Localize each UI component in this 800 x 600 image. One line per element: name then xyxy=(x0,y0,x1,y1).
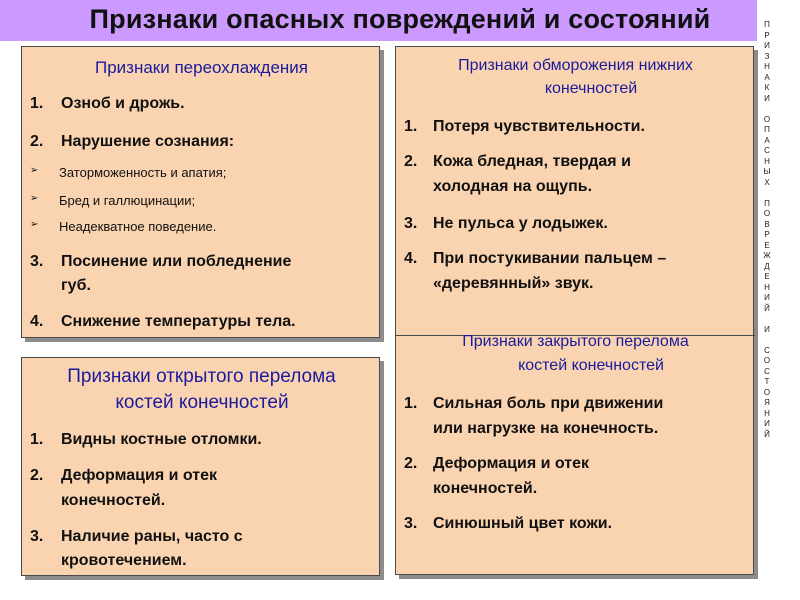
side-caption-letter: О xyxy=(763,387,771,397)
side-caption-letter: Т xyxy=(764,377,770,386)
frostbite-title-line1: Признаки обморожения нижних xyxy=(458,57,693,74)
side-caption-letter: Ы xyxy=(763,167,771,176)
open-fracture-title-line1: Признаки открытого перелома xyxy=(67,366,336,387)
frostbite-title-line2: конечностей xyxy=(544,80,638,97)
side-caption-letter: С xyxy=(764,366,770,376)
open-fracture-box: Признаки открытого перелома костей конечностей 1. Видны костные отломки. 2. Деформация и отек конечностей. 3. Наличие раны, часто с кровотечением. xyxy=(21,357,380,576)
side-caption-letter: З xyxy=(764,51,770,61)
page-title: Признаки опасных повреждений и состояний xyxy=(89,4,711,34)
side-caption-letter: И xyxy=(764,293,770,302)
right-box: Признаки обморожения нижних конечностей 1. Потеря чувствительности. 2. Кожа бледная, твердая и холодная на ощупь. 3. Не пульса у лодыжек. 4. При постукивании пальцем – «деревянный» звук. Признаки закрытого перелома костей конечностей 1. Сильная боль при движении или нагрузке на конечность. 2. Деформация и отек конечностей. 3. Синюшный цвет кожи. xyxy=(395,46,754,575)
side-caption-letter: Р xyxy=(764,230,770,239)
side-caption-letter: И xyxy=(764,93,770,103)
side-caption-letter xyxy=(757,188,777,199)
closed-fracture-title-line2: костей конечностей xyxy=(518,357,664,374)
side-caption-letter: Ж xyxy=(763,251,771,260)
side-caption-letter: И xyxy=(764,419,770,428)
side-caption-letter: П xyxy=(764,20,770,29)
side-caption-letter: Х xyxy=(764,177,770,187)
side-caption-letter: П xyxy=(764,125,770,134)
side-caption-letter: А xyxy=(764,72,770,82)
side-caption-letter: Д xyxy=(764,261,770,271)
side-caption-letter: П xyxy=(764,198,770,208)
side-caption-letter: С xyxy=(764,146,770,155)
side-caption-letter: В xyxy=(764,219,770,229)
side-caption-letter: А xyxy=(764,135,770,145)
side-caption-letter: Й xyxy=(764,303,770,313)
side-caption-letter: Р xyxy=(764,30,770,40)
side-caption-letter: О xyxy=(763,356,771,365)
arrow-bullet-icon: ➢ xyxy=(30,193,39,204)
side-caption-letter: Н xyxy=(764,62,770,71)
side-caption-letter xyxy=(757,314,777,325)
side-caption-letter: Й xyxy=(764,429,770,439)
side-caption-letter: И xyxy=(764,324,770,334)
open-fracture-title-line2: костей конечностей xyxy=(115,392,289,413)
side-caption xyxy=(757,20,777,440)
side-caption-letter: Н xyxy=(764,156,770,166)
side-caption-letter xyxy=(757,104,777,115)
side-caption-letter: Н xyxy=(764,282,770,292)
side-caption-letter: Н xyxy=(764,408,770,418)
closed-fracture-title-line1: Признаки закрытого перелома xyxy=(462,333,689,350)
side-caption-letter: И xyxy=(764,41,770,50)
side-caption-letter: О xyxy=(763,209,771,218)
arrow-bullet-icon: ➢ xyxy=(30,165,39,176)
arrow-bullet-icon: ➢ xyxy=(30,219,39,230)
side-caption-letter: Я xyxy=(764,398,770,407)
side-caption-letter: О xyxy=(763,114,771,124)
side-caption-letter: С xyxy=(764,345,770,355)
side-caption-letter: Е xyxy=(764,272,770,281)
hypothermia-box: Признаки переохлаждения 1. Озноб и дрожь. 2. Нарушение сознания: ➢ Заторможенность и апатия; ➢ Бред и галлюцинации; ➢ Неадекватное поведение. 3. Посинение или побледнение губ. 4. Снижение температуры тела. xyxy=(21,46,380,338)
hypothermia-title: Признаки переохлаждения xyxy=(94,58,308,77)
side-caption-letter xyxy=(757,335,777,346)
side-caption-letter: Е xyxy=(764,240,770,250)
side-caption-letter: К xyxy=(764,83,770,92)
